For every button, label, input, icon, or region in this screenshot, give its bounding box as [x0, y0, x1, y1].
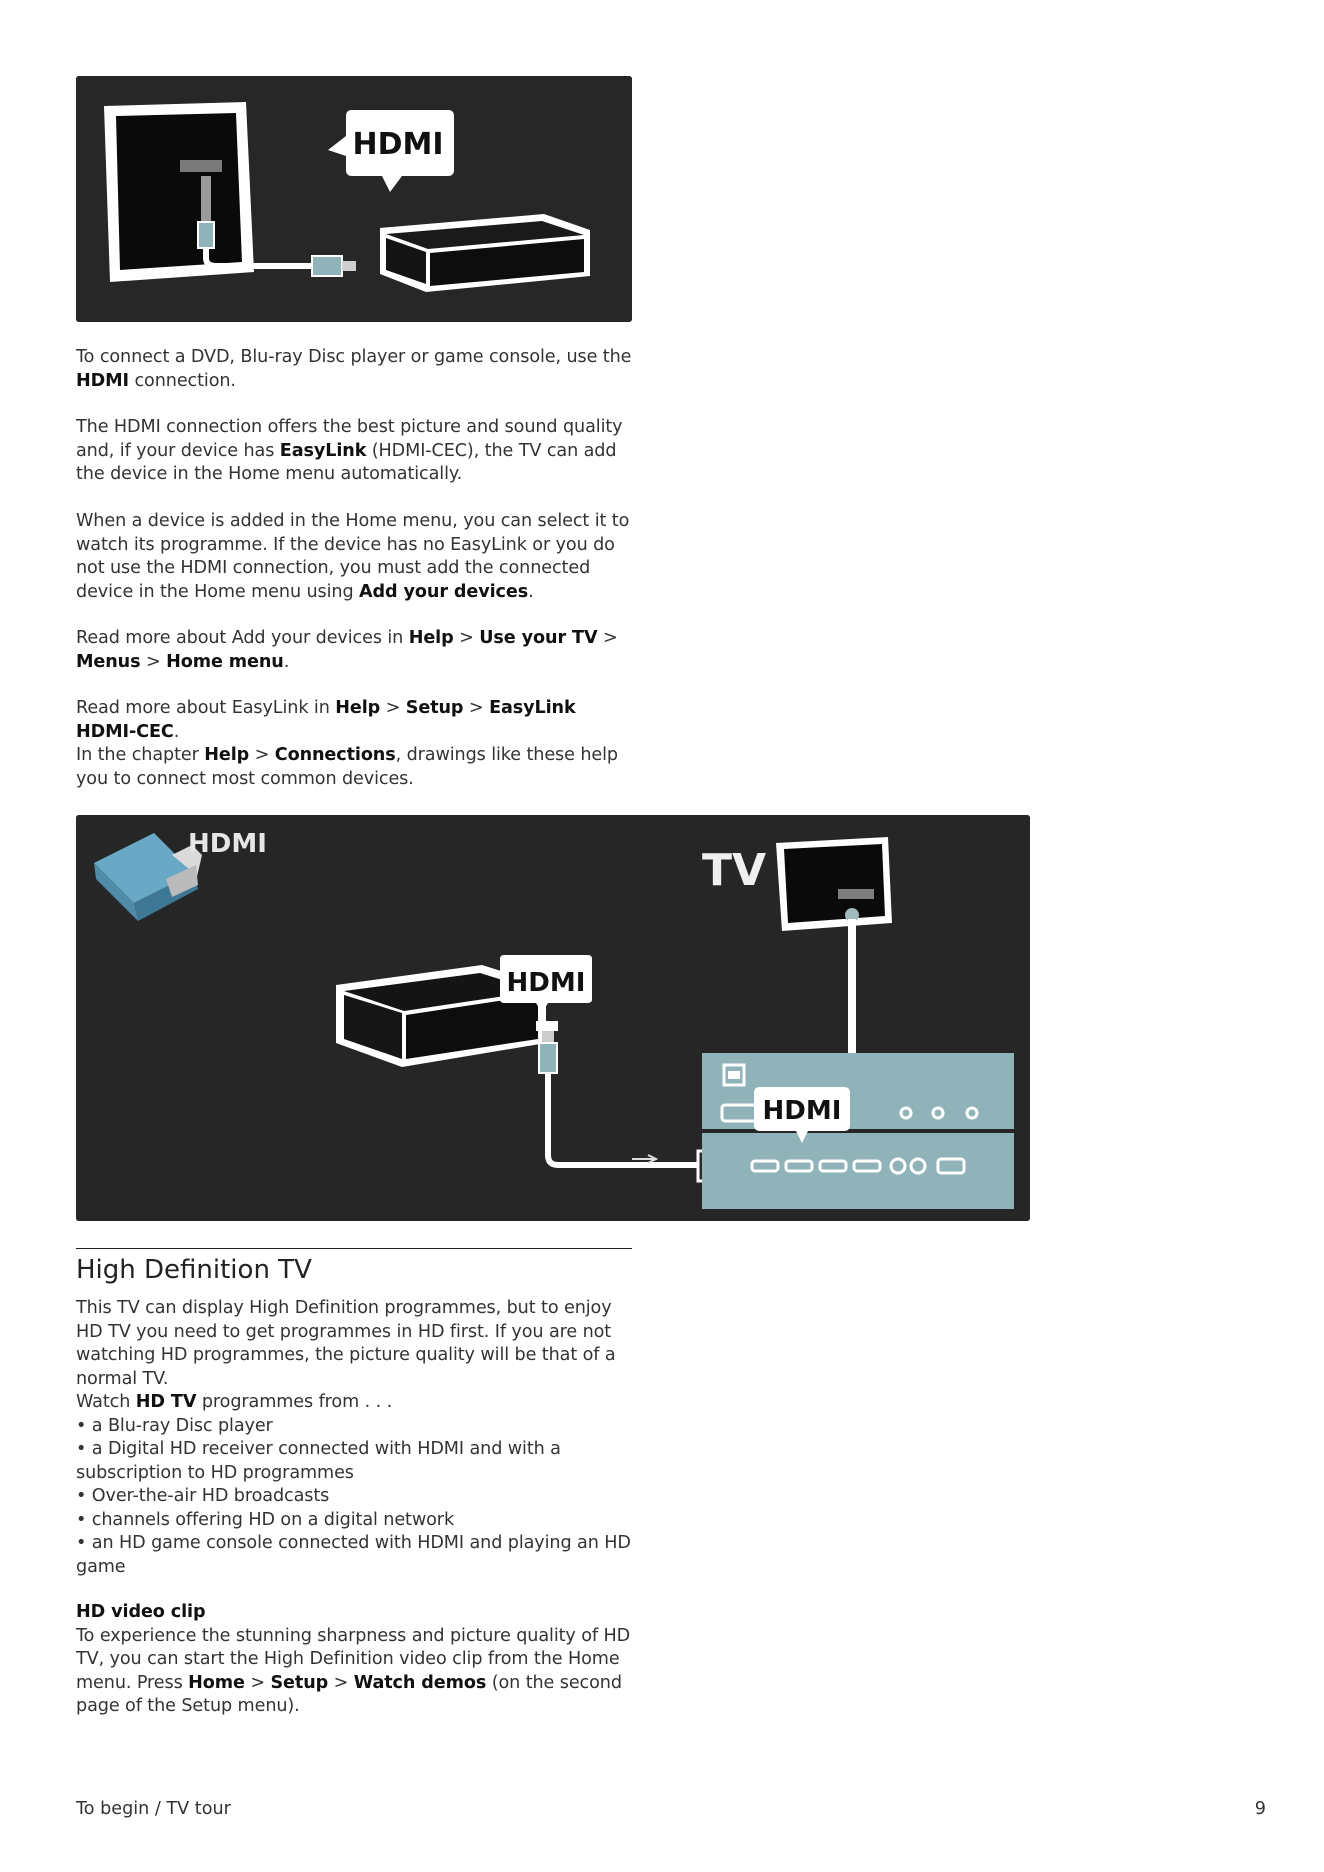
tv-label: TV — [702, 845, 767, 896]
hdmi-connection-illustration — [76, 76, 632, 322]
hdmi-panel-label: HDMI — [762, 1096, 842, 1126]
list-item: • a Digital HD receiver connected with HDMI and with a subscription to HD programmes — [76, 1439, 561, 1483]
list-item: • channels offering HD on a digital network — [76, 1509, 455, 1530]
paragraph-watch-hd: Watch HD TV programmes from . . . — [76, 1392, 393, 1412]
list-item: • a Blu-ray Disc player — [76, 1415, 273, 1436]
paragraph-home-menu: When a device is added in the Home menu, you can select it to watch its programme. If the device has no EasyLink or you do not use the HDMI connection, you must add the connected device in the Home menu using Add your devices. — [76, 511, 630, 602]
footer-breadcrumb: To begin / TV tour — [76, 1799, 231, 1819]
hdmi-top-label: HDMI — [188, 829, 267, 859]
list-item: • Over-the-air HD broadcasts — [76, 1486, 330, 1506]
section-title: High Definition TV — [76, 1255, 312, 1285]
page-number: 9 — [1254, 1799, 1266, 1819]
hdmi-callout-label: HDMI — [352, 127, 444, 162]
subsection-title: HD video clip — [76, 1602, 206, 1622]
paragraph-read-more-devices: Read more about Add your devices in Help > Use your TV > Menus > Home menu. — [76, 628, 618, 672]
connection-drawing — [76, 815, 1030, 1221]
paragraph-connections-chapter: In the chapter Help > Connections, drawings like these help you to connect most common devices. — [76, 745, 618, 789]
hdmi-connection-drawing — [76, 76, 632, 322]
list-item: • an HD game console connected with HDMI and playing an HD game — [76, 1533, 631, 1577]
paragraph-hd-intro: This TV can display High Definition programmes, but to enjoy HD TV you need to get programmes in HD first. If you are not watching HD programmes, the picture quality will be that of a normal TV. — [76, 1298, 616, 1389]
section-divider — [76, 1248, 632, 1249]
paragraph-read-more-easylink: Read more about EasyLink in Help > Setup > EasyLink HDMI-CEC. — [76, 698, 576, 742]
paragraph-hd-video-clip: To experience the stunning sharpness and picture quality of HD TV, you can start the High Definition video clip from the Home menu. Press Home > Setup > Watch demos (on the second page of the Setup menu). — [76, 1625, 631, 1716]
connection-drawing-illustration — [76, 815, 1030, 1221]
hdmi-device-label: HDMI — [506, 968, 586, 998]
paragraph-hdmi-intro: To connect a DVD, Blu-ray Disc player or game console, use the HDMI connection. — [76, 347, 632, 391]
paragraph-hdmi-quality: The HDMI connection offers the best picture and sound quality and, if your device has EasyLink (HDMI-CEC), the TV can add the device in the Home menu automatically. — [76, 417, 623, 484]
